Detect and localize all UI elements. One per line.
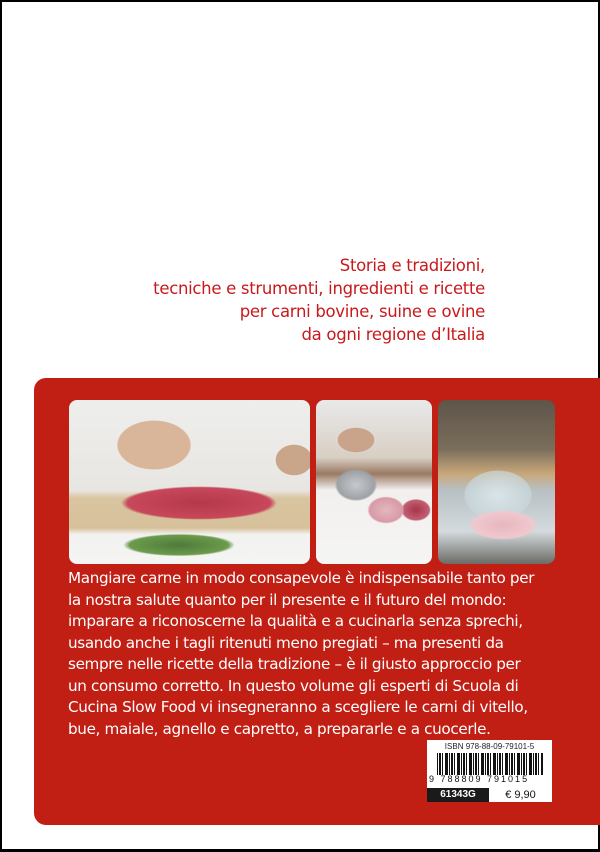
tagline-line: Storia e tradizioni,	[339, 256, 485, 275]
photo-meat-grinder	[316, 400, 432, 564]
product-code: 61343G	[427, 788, 489, 802]
description-line: sempre nelle ricette della tradizione – è il giusto approccio per	[68, 655, 521, 673]
tagline-line: per carni bovine, suine e ovine	[239, 302, 485, 321]
description-line: Mangiare carne in modo consapevole è indispensabile tanto per	[68, 569, 535, 587]
tagline-line: tecniche e strumenti, ingredienti e ricette	[153, 279, 485, 298]
barcode-bars-icon	[437, 753, 543, 775]
price: € 9,90	[489, 788, 552, 802]
tagline-line: da ogni regione d’Italia	[301, 325, 485, 344]
red-panel	[34, 378, 600, 825]
tagline	[62, 254, 485, 346]
description-line: usando anche i tagli ritenuti meno pregiati – ma presenti da	[68, 633, 504, 652]
photo-meat-in-pot	[438, 400, 555, 564]
description-line: Cucina Slow Food vi insegneranno a scegliere le carni di vitello,	[68, 698, 528, 716]
description-line: un consumo corretto. In questo volume gli esperti di Scuola di	[68, 676, 519, 695]
description-line: bue, maiale, agnello e capretto, a prepararle e a cuocerle.	[68, 719, 491, 738]
photo-seasoning-meat	[69, 400, 310, 564]
description	[68, 568, 593, 740]
barcode-box	[427, 740, 552, 802]
barcode-digits: 9 788809 791015	[429, 774, 530, 784]
description-line: la nostra salute quanto per il presente e il futuro del mondo:	[68, 590, 507, 609]
isbn-label: ISBN 978-88-09-79101-5	[444, 742, 535, 751]
back-cover	[2, 2, 598, 849]
description-line: imparare a riconoscerne la qualità e a cucinarla senza sprechi,	[68, 612, 523, 630]
